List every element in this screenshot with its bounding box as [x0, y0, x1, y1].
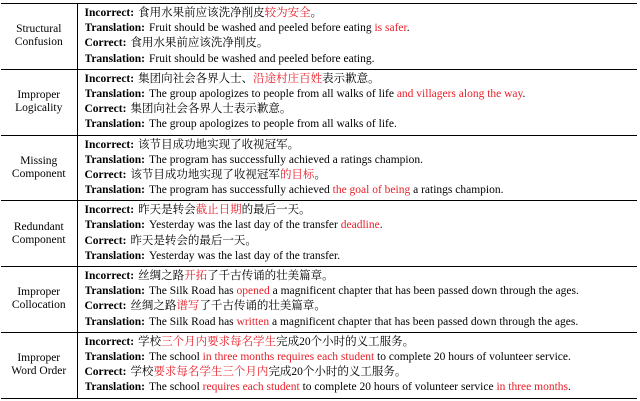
highlighted-error-text: requires each student [202, 381, 300, 394]
example-cell [77, 135, 637, 201]
example-label: Incorrect: [84, 204, 135, 217]
example-line-incorrect [85, 6, 638, 21]
example-cell [77, 4, 637, 70]
example-text: 丝绸之路 [130, 300, 177, 313]
highlighted-error-text: the goal of being [332, 184, 411, 197]
example-text: 完成20个小时的义工服务。 [276, 335, 415, 348]
example-line-translation [85, 315, 638, 330]
example-text: 了千古传诵的壮美篇章。 [207, 270, 334, 282]
example-label: Translation: [84, 153, 145, 166]
highlighted-error-text: in three months [496, 381, 568, 394]
error-category [1, 267, 77, 333]
example-line-correct [85, 102, 638, 117]
error-category-line: Structural [16, 23, 62, 36]
highlighted-error-text: deadline [340, 219, 380, 232]
example-text: . [379, 219, 383, 232]
highlighted-error-text: 较为安全 [264, 7, 311, 19]
example-line-incorrect [85, 72, 638, 87]
example-line-incorrect [85, 269, 638, 284]
example-text: 昨天是转会的最后一天。 [130, 234, 257, 247]
error-category-line: Collocation [11, 299, 66, 312]
example-label: Translation: [84, 350, 145, 363]
example-text: to complete 20 hours of volunteer service [299, 381, 497, 394]
example-text: 完成20个小时的义工服务。 [268, 366, 407, 379]
example-text: to complete 20 hours of volunteer service. [374, 350, 571, 363]
table-row [1, 267, 637, 333]
error-category-line: Component [11, 233, 66, 246]
highlighted-error-text: 截止日期 [195, 204, 242, 217]
example-label: Incorrect: [84, 270, 135, 282]
error-category-line: Confusion [14, 36, 63, 49]
highlighted-error-text: written [236, 315, 270, 328]
example-text: The program has successfully achieved [149, 184, 333, 197]
example-label: Translation: [84, 315, 145, 328]
example-text: 丝绸之路 [138, 270, 185, 282]
highlighted-error-text: 的目标 [279, 168, 315, 181]
example-line-translation [85, 183, 638, 198]
example-text: 昨天是转会 [138, 204, 196, 217]
error-category [1, 332, 77, 398]
example-label: Incorrect: [84, 335, 135, 348]
example-text: The Silk Road has [149, 315, 237, 328]
error-category-line: Improper [17, 286, 61, 299]
example-label: Correct: [84, 300, 127, 313]
error-category-line: Word Order [11, 365, 67, 378]
example-text: . [522, 87, 526, 100]
example-text: 的最后一天。 [241, 204, 311, 217]
example-line-translation [85, 87, 638, 102]
example-text: 。 [314, 168, 326, 181]
example-label: Correct: [84, 37, 127, 50]
highlighted-error-text: and villagers along the way [396, 87, 523, 100]
example-line-translation [85, 117, 638, 132]
example-line-translation [85, 52, 638, 67]
highlighted-error-text: is safer [374, 22, 407, 35]
example-text: 该节目成功地实现了收视冠军。 [138, 138, 300, 151]
example-line-correct [85, 36, 638, 51]
highlighted-error-text: 三个月内要求每名学生 [161, 335, 277, 348]
example-line-translation [85, 350, 638, 365]
example-line-correct [85, 299, 638, 314]
highlighted-error-text: 要求每名学生三个月内 [153, 366, 269, 379]
example-label: Correct: [84, 366, 127, 379]
example-text: 食用水果前应该洗净削皮。 [130, 37, 269, 50]
example-label: Correct: [84, 234, 127, 247]
example-line-translation [85, 380, 638, 395]
example-label: Translation: [84, 285, 145, 298]
example-text: The school [149, 381, 203, 394]
example-text: The school [149, 350, 203, 363]
example-label: Translation: [84, 184, 145, 197]
example-label: Translation: [84, 22, 145, 35]
example-text: The program has successfully achieved a ratings champion. [149, 153, 423, 166]
example-line-incorrect [85, 335, 638, 350]
example-line-translation [85, 218, 638, 233]
table-row [1, 4, 637, 70]
error-category [1, 201, 77, 267]
example-text: 学校 [130, 366, 154, 379]
highlighted-error-text: 谱写 [176, 300, 200, 313]
example-line-correct [85, 234, 638, 249]
error-category [1, 135, 77, 201]
highlighted-error-text: opened [236, 285, 270, 298]
error-category-line: Logicality [15, 102, 63, 115]
error-category-line: Component [11, 167, 66, 180]
example-line-incorrect [85, 138, 638, 153]
highlighted-error-text: 沿途村庄百姓 [253, 72, 323, 85]
example-text: 该节目成功地实现了收视冠军 [130, 168, 280, 181]
table-row [1, 69, 637, 135]
example-label: Incorrect: [84, 7, 135, 19]
example-label: Incorrect: [84, 72, 135, 85]
example-text: Fruit should be washed and peeled before eating [149, 22, 375, 35]
example-text: Yesterday was the last day of the transfer. [149, 249, 341, 262]
example-label: Translation: [84, 87, 145, 100]
example-text: The Silk Road has [149, 285, 237, 298]
example-label: Correct: [84, 168, 127, 181]
example-line-translation [85, 153, 638, 168]
example-text: a ratings champion. [410, 184, 504, 197]
example-cell [77, 267, 637, 333]
table-row [1, 332, 637, 398]
error-examples-table [1, 3, 637, 399]
example-text: The group apologizes to people from all walks of life. [149, 118, 397, 131]
example-label: Translation: [84, 118, 145, 131]
example-text: . [568, 381, 571, 394]
example-text: a magnificent chapter that has been passed down through the ages. [269, 285, 579, 298]
example-text: 集团向社会各界人士、 [138, 72, 254, 85]
example-label: Correct: [84, 103, 127, 116]
example-cell [77, 201, 637, 267]
example-line-correct [85, 365, 638, 380]
highlighted-error-text: in three months requires each student [202, 350, 375, 363]
example-line-incorrect [85, 203, 638, 218]
example-label: Translation: [84, 381, 145, 394]
example-text: Yesterday was the last day of the transfer [149, 219, 341, 232]
example-text: 集团向社会各界人士表示歉意。 [130, 103, 292, 116]
example-text: 食用水果前应该洗净削皮 [138, 7, 265, 19]
example-text: 学校 [138, 335, 162, 348]
example-label: Incorrect: [84, 138, 135, 151]
example-line-correct [85, 168, 638, 183]
table-row [1, 201, 637, 267]
error-category-line: Improper [17, 352, 61, 365]
example-label: Translation: [84, 249, 145, 262]
example-text: a magnificent chapter that has been passed down through the ages. [269, 315, 579, 328]
example-text: The group apologizes to people from all walks of life [149, 87, 397, 100]
table-body [1, 4, 637, 399]
error-category [1, 69, 77, 135]
example-text: 表示歉意。 [322, 72, 380, 85]
error-category-line: Redundant [13, 220, 64, 233]
error-category-line: Missing [20, 154, 58, 167]
example-label: Translation: [84, 52, 145, 65]
error-category [1, 4, 77, 70]
example-text: 。 [310, 7, 323, 19]
example-cell [77, 332, 637, 398]
error-category-line: Improper [17, 89, 61, 102]
highlighted-error-text: 开拓 [184, 270, 208, 282]
example-line-translation [85, 21, 638, 36]
example-label: Translation: [84, 219, 145, 232]
example-text: Fruit should be washed and peeled before eating. [149, 52, 375, 65]
example-cell [77, 69, 637, 135]
example-text: 了千古传诵的壮美篇章。 [199, 300, 326, 313]
table-row [1, 135, 637, 201]
example-text: . [406, 22, 410, 35]
example-line-translation [85, 249, 638, 264]
example-line-translation [85, 284, 638, 299]
